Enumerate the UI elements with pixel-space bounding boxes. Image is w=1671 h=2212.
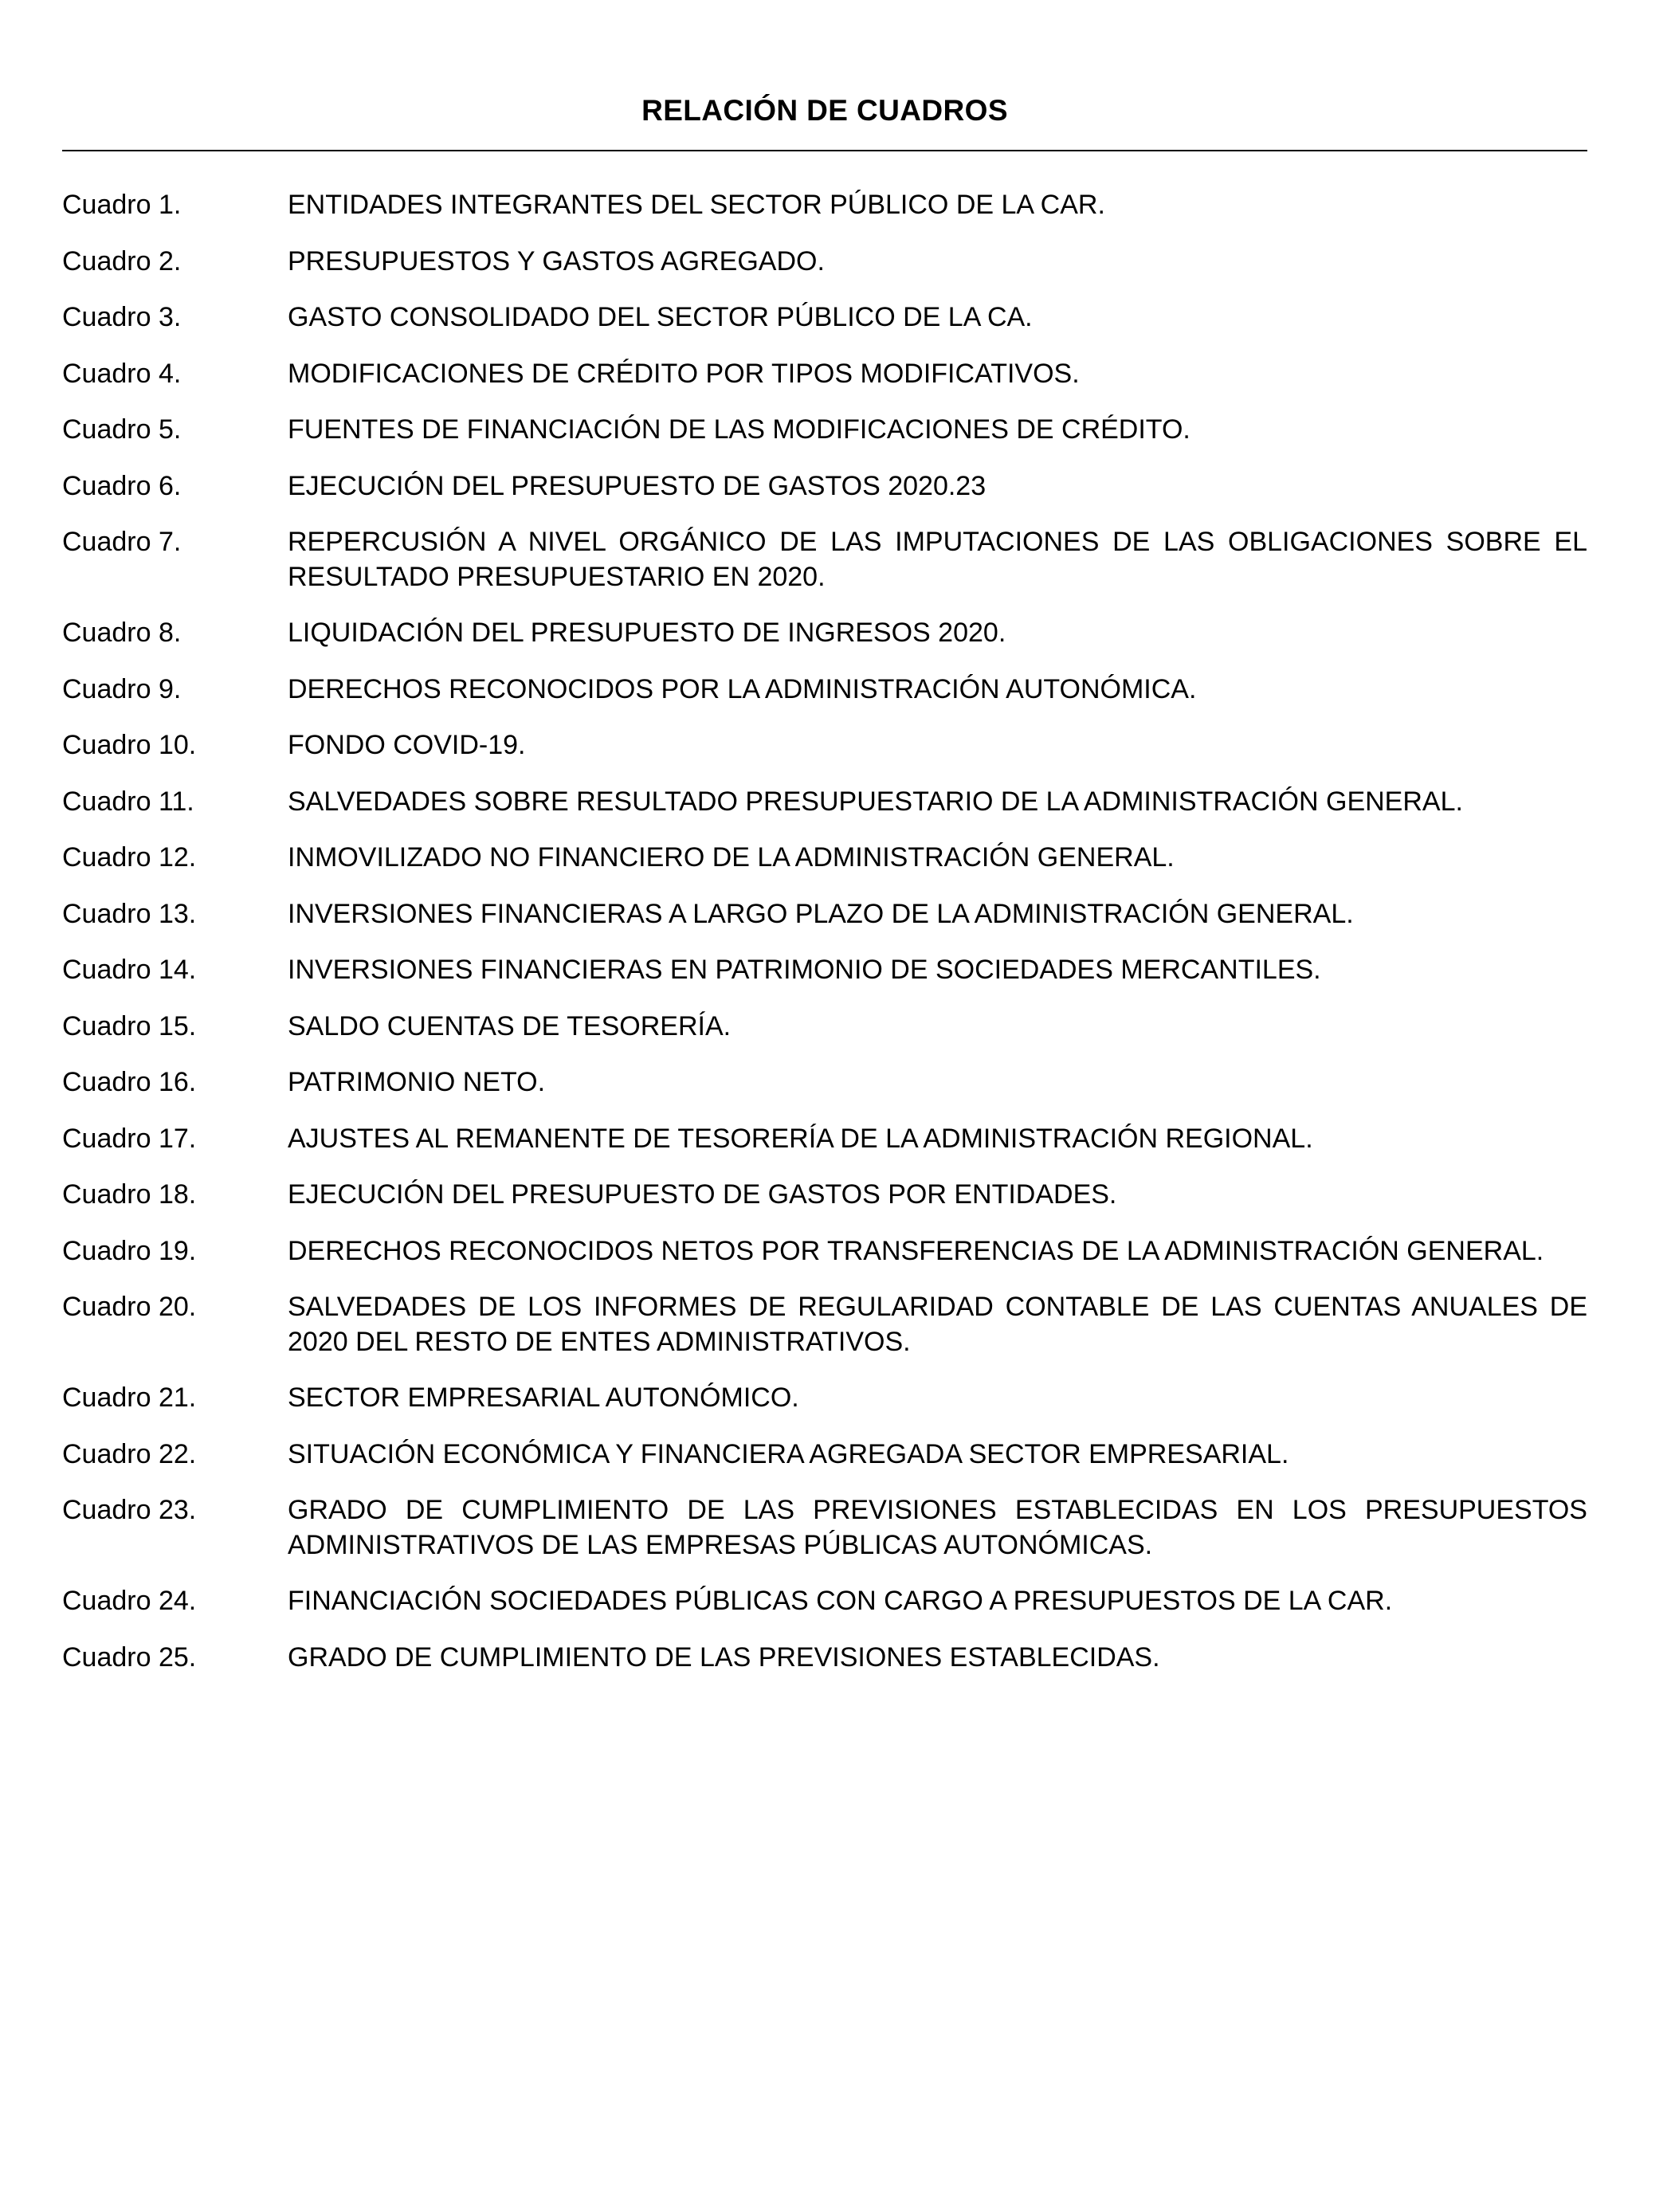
cuadro-title: ENTIDADES INTEGRANTES DEL SECTOR PÚBLICO DE LA CAR. [288, 190, 1105, 220]
cuadro-title: FINANCIACIÓN SOCIEDADES PÚBLICAS CON CARGO A PRESUPUESTOS DE LA CAR. [288, 1586, 1393, 1617]
list-item [62, 245, 1587, 280]
cuadro-label: Cuadro 19. [62, 1235, 197, 1266]
list-item [62, 469, 1587, 504]
list-item [62, 841, 1587, 876]
list-item [62, 413, 1587, 448]
list-item [62, 673, 1587, 708]
cuadro-label: Cuadro 6. [62, 470, 182, 501]
cuadro-label: Cuadro 10. [62, 730, 197, 761]
cuadro-label: Cuadro 12. [62, 842, 197, 873]
cuadro-title: FONDO COVID-19. [288, 730, 526, 761]
list-item [62, 1010, 1587, 1045]
list-item [62, 616, 1587, 651]
list-item [62, 953, 1587, 988]
cuadro-label: Cuadro 22. [62, 1438, 197, 1469]
cuadro-title: EJECUCIÓN DEL PRESUPUESTO DE GASTOS 2020.23 [288, 470, 987, 501]
cuadro-title: DERECHOS RECONOCIDOS NETOS POR TRANSFERENCIAS DE LA ADMINISTRACIÓN GENERAL. [288, 1235, 1544, 1266]
cuadro-label: Cuadro 8. [62, 618, 182, 649]
list-item [62, 1178, 1587, 1213]
list-item [62, 1381, 1587, 1416]
list-item [62, 188, 1587, 223]
cuadro-title: LIQUIDACIÓN DEL PRESUPUESTO DE INGRESOS 2020. [288, 618, 1006, 649]
list-item [62, 1122, 1587, 1157]
cuadro-label: Cuadro 24. [62, 1586, 197, 1617]
list-item [62, 300, 1587, 335]
cuadro-label: Cuadro 18. [62, 1179, 197, 1210]
cuadro-title: DERECHOS RECONOCIDOS POR LA ADMINISTRACIÓN AUTONÓMICA. [288, 673, 1197, 704]
cuadro-label: Cuadro 13. [62, 898, 197, 929]
cuadro-label: Cuadro 3. [62, 302, 182, 333]
list-item [62, 897, 1587, 932]
list-item [62, 1641, 1587, 1676]
list-item [62, 728, 1587, 763]
cuadro-title: INMOVILIZADO NO FINANCIERO DE LA ADMINISTRACIÓN GENERAL. [288, 842, 1175, 873]
list-item [62, 785, 1587, 820]
cuadro-label: Cuadro 21. [62, 1382, 197, 1414]
cuadro-title: SALDO CUENTAS DE TESORERÍA. [288, 1010, 732, 1041]
cuadro-title: MODIFICACIONES DE CRÉDITO POR TIPOS MODIFICATIVOS. [288, 358, 1080, 389]
cuadro-title: REPERCUSIÓN A NIVEL ORGÁNICO DE LAS IMPUTACIONES DE LAS OBLIGACIONES SOBRE EL RESULTADO PRESUPUESTARIO EN 2020. [288, 527, 1587, 592]
cuadro-label: Cuadro 5. [62, 414, 182, 445]
cuadro-title: AJUSTES AL REMANENTE DE TESORERÍA DE LA ADMINISTRACIÓN REGIONAL. [288, 1123, 1313, 1154]
cuadro-title: FUENTES DE FINANCIACIÓN DE LAS MODIFICACIONES DE CRÉDITO. [288, 414, 1190, 445]
page-title: RELACIÓN DE CUADROS [641, 94, 1008, 127]
title-divider [62, 150, 1587, 151]
cuadro-label: Cuadro 2. [62, 245, 182, 276]
cuadro-label: Cuadro 16. [62, 1067, 197, 1098]
cuadro-title: GRADO DE CUMPLIMIENTO DE LAS PREVISIONES ESTABLECIDAS. [288, 1641, 1160, 1673]
cuadro-title: SECTOR EMPRESARIAL AUTONÓMICO. [288, 1382, 799, 1414]
cuadro-label: Cuadro 7. [62, 527, 182, 558]
list-item [62, 525, 1587, 594]
cuadro-title: GRADO DE CUMPLIMIENTO DE LAS PREVISIONES ESTABLECIDAS EN LOS PRESUPUESTOS ADMINISTRATIVOS DE LAS EMPRESAS PÚBLICAS AUTONÓMICAS. [288, 1495, 1587, 1560]
cuadro-label: Cuadro 14. [62, 955, 197, 986]
cuadro-title: INVERSIONES FINANCIERAS A LARGO PLAZO DE LA ADMINISTRACIÓN GENERAL. [288, 898, 1354, 929]
list-item [62, 1437, 1587, 1473]
cuadro-label: Cuadro 20. [62, 1292, 197, 1323]
cuadro-title: SITUACIÓN ECONÓMICA Y FINANCIERA AGREGADA SECTOR EMPRESARIAL. [288, 1438, 1289, 1469]
cuadro-title: PRESUPUESTOS Y GASTOS AGREGADO. [288, 245, 825, 276]
cuadro-title: INVERSIONES FINANCIERAS EN PATRIMONIO DE SOCIEDADES MERCANTILES. [288, 955, 1321, 986]
list-item [62, 1290, 1587, 1359]
cuadros-list [62, 188, 1587, 1675]
list-item [62, 1065, 1587, 1100]
cuadro-label: Cuadro 11. [62, 786, 194, 817]
cuadro-label: Cuadro 9. [62, 673, 182, 704]
list-item [62, 1234, 1587, 1269]
list-item [62, 1493, 1587, 1563]
cuadro-title: SALVEDADES DE LOS INFORMES DE REGULARIDAD CONTABLE DE LAS CUENTAS ANUALES DE 2020 DEL RESTO DE ENTES ADMINISTRATIVOS. [288, 1292, 1587, 1357]
list-item [62, 357, 1587, 392]
cuadro-title: SALVEDADES SOBRE RESULTADO PRESUPUESTARIO DE LA ADMINISTRACIÓN GENERAL. [288, 786, 1463, 817]
cuadro-title: PATRIMONIO NETO. [288, 1067, 546, 1098]
cuadro-label: Cuadro 25. [62, 1641, 197, 1673]
cuadro-title: EJECUCIÓN DEL PRESUPUESTO DE GASTOS POR ENTIDADES. [288, 1179, 1117, 1210]
cuadro-label: Cuadro 23. [62, 1495, 197, 1526]
list-item [62, 1584, 1587, 1619]
cuadro-label: Cuadro 4. [62, 358, 182, 389]
cuadro-label: Cuadro 1. [62, 190, 182, 220]
cuadro-label: Cuadro 17. [62, 1123, 197, 1154]
cuadro-label: Cuadro 15. [62, 1010, 197, 1041]
cuadro-title: GASTO CONSOLIDADO DEL SECTOR PÚBLICO DE LA CA. [288, 302, 1033, 333]
